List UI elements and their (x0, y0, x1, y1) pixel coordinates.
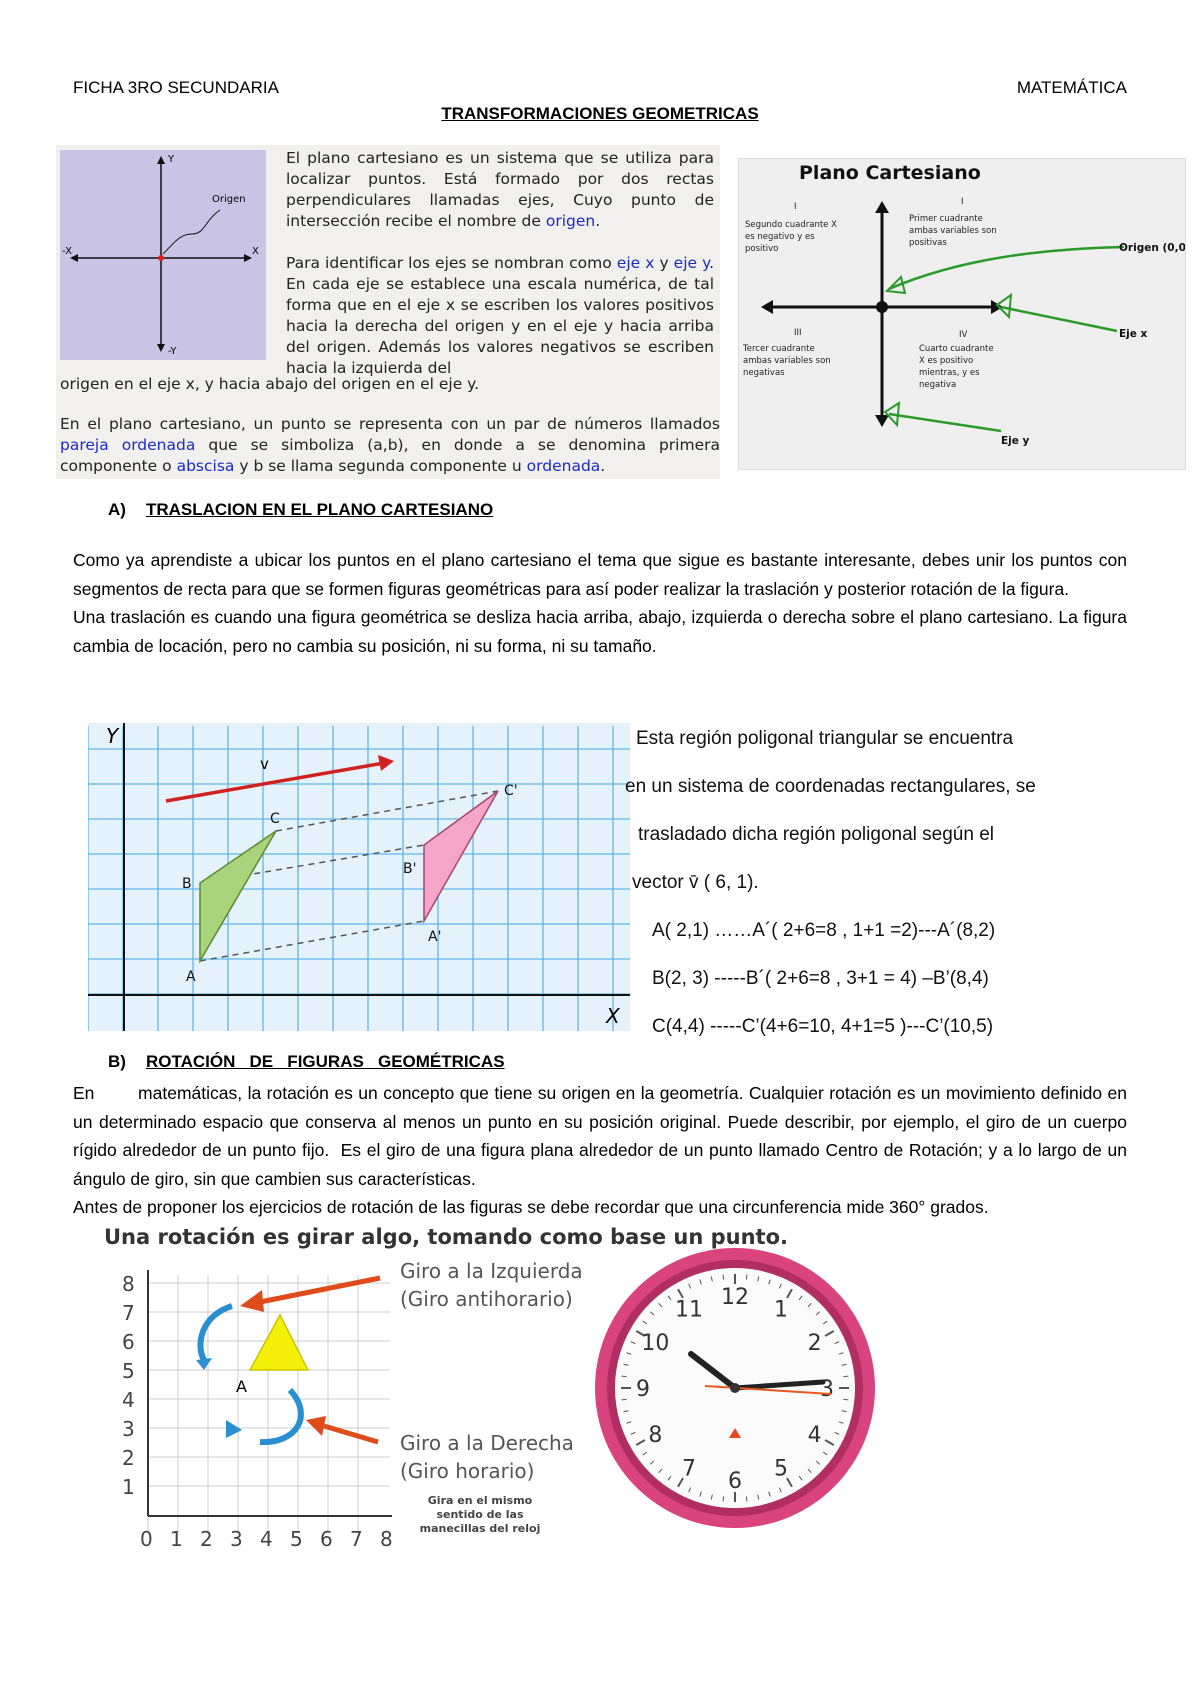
clock-number: 1 (774, 1297, 788, 1323)
mini-y-arrow-up (157, 156, 165, 164)
page-title: TRANSFORMACIONES GEOMETRICAS (441, 104, 759, 123)
cp-x-arrow-left (761, 300, 773, 314)
cp-q4-text-4: negativa (919, 380, 957, 390)
mini-neg-x-label: -X (62, 246, 72, 257)
intro-p2-a: Para identificar los ejes se nombran como (286, 254, 612, 272)
translation-vector (166, 763, 384, 801)
clock-tick (723, 1275, 724, 1280)
section-b-para-1: En matemáticas, la rotación es un concepto que tiene su origen en la geometría. Cualquier rotación es un movimiento definido en un determinado espacio que conserva al menos un punto en su posición original. Puede describir, por ejemplo, el giro de un cuerpo rígido alrededor de un punto fijo. Es el giro de una figura plana alrededor de un punto llamado Centro de Rotación; y a lo largo de un ángulo de giro, sin que cambien sus características. (73, 1083, 1132, 1189)
clock-number: 10 (641, 1331, 670, 1356)
clock-tick (622, 1376, 627, 1377)
cp-q2-num: I (794, 202, 797, 212)
cp-q4-text-3: mientras, y es (919, 368, 980, 378)
mini-neg-y-label: -Y (168, 346, 177, 357)
rot-y-tick: 6 (122, 1330, 135, 1354)
header-left: FICHA 3RO SECUNDARIA (73, 78, 279, 97)
clock-tick (843, 1399, 848, 1400)
intro-abscisa-term: abscisa (176, 457, 235, 475)
left-turn-sub: (Giro antihorario) (400, 1287, 573, 1311)
cp-q3-num: III (794, 328, 802, 338)
rotation-title: Una rotación es girar algo, tomando como base un punto. (104, 1225, 788, 1249)
cp-origin-dot (876, 301, 888, 313)
mini-x-label: X (252, 246, 259, 257)
cp-origin-pointer (889, 247, 1124, 289)
rot-x-tick: 2 (200, 1527, 213, 1551)
rot-x-tick: 5 (290, 1527, 303, 1551)
cp-y-axis-label: Eje y (1001, 435, 1030, 447)
same-dir-3: manecillas del reloj (419, 1522, 541, 1535)
clock-tick (746, 1275, 747, 1280)
intro-paragraph-1: El plano cartesiano es un sistema que se utiliza para localizar puntos. Está formado por dos rectas perpendiculares llamadas ejes, Cuyo punto de intersección recibe el nombre de origen. (286, 149, 714, 230)
translation-svg (88, 723, 630, 1031)
cw-arrow-head (226, 1420, 242, 1438)
clock-tick (723, 1496, 724, 1501)
cp-q3-text-1: Tercer cuadrante (743, 344, 815, 354)
translation-figure (88, 723, 630, 1031)
cp-x-axis-label: Eje x (1119, 328, 1148, 340)
section-a-title: TRASLACION EN EL PLANO CARTESIANO (145, 500, 494, 519)
cp-q4-text-2: X es positivo (919, 356, 974, 366)
rot-x-tick: 6 (320, 1527, 333, 1551)
intro-pareja-term: pareja ordenada (60, 436, 196, 454)
rot-x-tick: 3 (230, 1527, 243, 1551)
cp-x-pointer (1001, 307, 1117, 331)
yellow-triangle (250, 1315, 308, 1370)
clock (595, 1248, 875, 1528)
clock-number: 8 (648, 1423, 663, 1448)
intro-p2-y: y (659, 254, 669, 272)
same-dir-2: sentido de las (436, 1508, 524, 1521)
translated-triangle (424, 791, 498, 921)
cp-q2-text-3: positivo (745, 244, 779, 254)
left-turn-pointer (260, 1278, 380, 1302)
cp-y-pointer (889, 414, 1001, 431)
intro-ordenada-term: ordenada (526, 457, 601, 475)
cp-y-arrow-down (875, 415, 889, 427)
clock-tick (843, 1376, 848, 1377)
intro-paragraph-2 (286, 253, 714, 379)
right-turn-pointer-head (306, 1416, 326, 1436)
intro-p2-b: . En cada eje se establece una escala numérica, de tal forma que en el eje x se escriben los valores positivos hacia la derecha del origen y en el eje y hacia arriba del origen. Además los valores negativos se escriben hacia la izquierda del (286, 254, 714, 377)
translation-vector-head (378, 755, 394, 771)
left-turn-label: Giro a la Izquierda (400, 1259, 583, 1283)
mini-origin-pointer (163, 210, 220, 254)
section-b-heading (108, 1052, 505, 1072)
cartesian-plane-figure (738, 158, 1186, 470)
intro-p1-text: El plano cartesiano es un sistema que se utiliza para localizar puntos. Está formado por dos rectas perpendiculares llamadas ejes, Cuyo punto de intersección recibe el nombre de (286, 149, 714, 230)
trans-text-line-4: vector v̄ ( 6, 1). (632, 872, 759, 893)
clock-tick (746, 1496, 747, 1501)
clock-number: 9 (636, 1377, 650, 1402)
cp-y-arrow-up (875, 201, 889, 213)
rotation-svg (100, 1220, 880, 1560)
trans-text-line-1: Esta región poligonal triangular se encuentra (636, 728, 1014, 749)
cp-q1-num: I (961, 197, 964, 207)
rot-x-tick: 8 (380, 1527, 393, 1551)
translation-grid (88, 726, 630, 1031)
intro-p3-d: . (600, 457, 606, 475)
section-a-heading (108, 500, 493, 520)
intro-eje-x: eje x (616, 254, 655, 272)
mini-origin-dot (158, 255, 164, 261)
clock-center (730, 1383, 740, 1393)
section-b-title: ROTACIÓN DE FIGURAS GEOMÉTRICAS (145, 1052, 505, 1071)
cw-arrow (260, 1390, 301, 1442)
original-triangle (200, 831, 276, 961)
trans-y-label: Y (106, 724, 119, 748)
cartesian-plane-svg (739, 159, 1185, 469)
mini-origin-label: Origen (212, 194, 246, 205)
ccw-arrow-head (196, 1358, 212, 1370)
cp-q3-text-2: ambas variables son (743, 356, 831, 366)
trans-calc-3: C(4,4) -----C’(4+6=10, 4+1=5 )---C’(10,5) (652, 1016, 994, 1037)
header-right: MATEMÁTICA (1016, 78, 1127, 97)
point-c2-label: C' (504, 783, 518, 799)
cp-origin-label: Origen (0,0) (1119, 242, 1185, 254)
right-turn-sub: (Giro horario) (400, 1459, 535, 1483)
trans-calc-2: B(2, 3) -----B´( 2+6=8 , 3+1 = 4) –B’(8,4) (652, 968, 989, 989)
intro-paragraph-2-end: origen en el eje x, y hacia abajo del origen en el eje y. (60, 375, 480, 393)
mini-cartesian-plane (60, 150, 266, 360)
intro-eje-y: eje y (673, 254, 710, 272)
rot-x-tick: 0 (140, 1527, 153, 1551)
cp-q1-text-1: Primer cuadrante (909, 214, 983, 224)
mini-y-label: Y (168, 154, 175, 165)
mini-y-arrow-down (157, 344, 165, 352)
cp-q1-text-3: positivas (909, 238, 947, 248)
rot-y-tick: 5 (122, 1359, 135, 1383)
clock-number: 4 (807, 1423, 822, 1448)
right-turn-label: Giro a la Derecha (400, 1431, 574, 1455)
clock-number: 12 (721, 1285, 749, 1310)
rot-y-tick: 3 (122, 1417, 135, 1441)
intro-paragraph-3 (60, 414, 720, 477)
rot-x-tick: 1 (170, 1527, 183, 1551)
rot-x-tick: 7 (350, 1527, 363, 1551)
rotation-grid (148, 1275, 390, 1533)
cp-q4-text-1: Cuarto cuadrante (919, 344, 994, 354)
section-b-body (73, 1079, 1132, 1222)
trans-x-label: X (606, 1004, 620, 1028)
rot-y-tick: 4 (122, 1388, 135, 1412)
cp-q1-text-2: ambas variables son (909, 226, 997, 236)
cp-q3-text-3: negativas (743, 368, 785, 378)
rot-y-tick: 2 (122, 1446, 135, 1470)
cp-title: Plano Cartesiano (799, 162, 981, 184)
point-b2-label: B' (403, 861, 417, 877)
section-a-para-2: Una traslación es cuando una figura geométrica se desliza hacia arriba, abajo, izquierda o derecha sobre el plano cartesiano. La figura cambia de locación, pero no cambia su posición, ni su forma, ni su tamaño. (73, 607, 1127, 656)
point-b-label: B (182, 876, 192, 892)
point-a-label: A (186, 969, 196, 985)
section-b-para-2: Antes de proponer los ejercicios de rotación de las figuras se debe recordar que una circunferencia mide 360° grados. (73, 1197, 989, 1217)
ccw-arrow (200, 1306, 232, 1360)
rot-y-tick: 1 (122, 1475, 135, 1499)
rot-y-tick: 7 (122, 1301, 135, 1325)
clock-number: 11 (675, 1297, 703, 1323)
point-a2-label: A' (428, 929, 442, 945)
intro-p3-c: y b se llama segunda componente u (239, 457, 522, 475)
intro-origin-term: origen (545, 212, 596, 230)
cp-q2-text-1: Segundo cuadrante X (745, 220, 837, 230)
intro-p3-b: que se simboliza (a,b), en donde a se denomina primera componente o (60, 436, 720, 475)
cp-q2-text-2: es negativo y es (745, 232, 815, 242)
same-dir-1: Gira en el mismo (427, 1494, 533, 1507)
left-turn-pointer-head (240, 1290, 264, 1312)
clock-number: 6 (728, 1469, 742, 1494)
section-a-letter: A) (108, 500, 126, 519)
clock-number: 3 (820, 1377, 834, 1402)
point-c-label: C (270, 811, 280, 827)
trans-calc-1: A( 2,1) ……A´( 2+6=8 , 1+1 =2)---A´(8,2) (652, 920, 996, 941)
vector-label: v (260, 755, 269, 773)
trans-text-line-2: en un sistema de coordenadas rectangulares, se (625, 776, 1036, 797)
rotation-point-a: A (236, 1377, 247, 1396)
mini-x-arrow-right (244, 254, 252, 262)
cp-x-arrow-head (997, 295, 1011, 317)
section-a-para-1: Como ya aprendiste a ubicar los puntos en el plano cartesiano el tema que sigue es bastante interesante, debes unir los puntos con segmentos de recta para que se formen figuras geométricas para así poder realizar la traslación y posterior rotación de la figura. (73, 550, 1127, 599)
rot-x-tick: 4 (260, 1527, 273, 1551)
clock-number: 5 (774, 1456, 788, 1482)
clock-number: 7 (682, 1456, 696, 1482)
intro-p3-a: En el plano cartesiano, un punto se representa con un par de números llamados (60, 415, 720, 433)
trans-text-line-3: trasladado dicha región poligonal según el (638, 824, 994, 845)
cp-q4-num: IV (959, 330, 968, 340)
clock-number: 2 (807, 1331, 822, 1356)
mini-plane-svg (60, 150, 266, 360)
rotation-figure (100, 1220, 880, 1560)
section-a-body (73, 546, 1127, 660)
clock-tick (622, 1399, 627, 1400)
rot-y-tick: 8 (122, 1272, 135, 1296)
section-b-letter: B) (108, 1052, 126, 1071)
